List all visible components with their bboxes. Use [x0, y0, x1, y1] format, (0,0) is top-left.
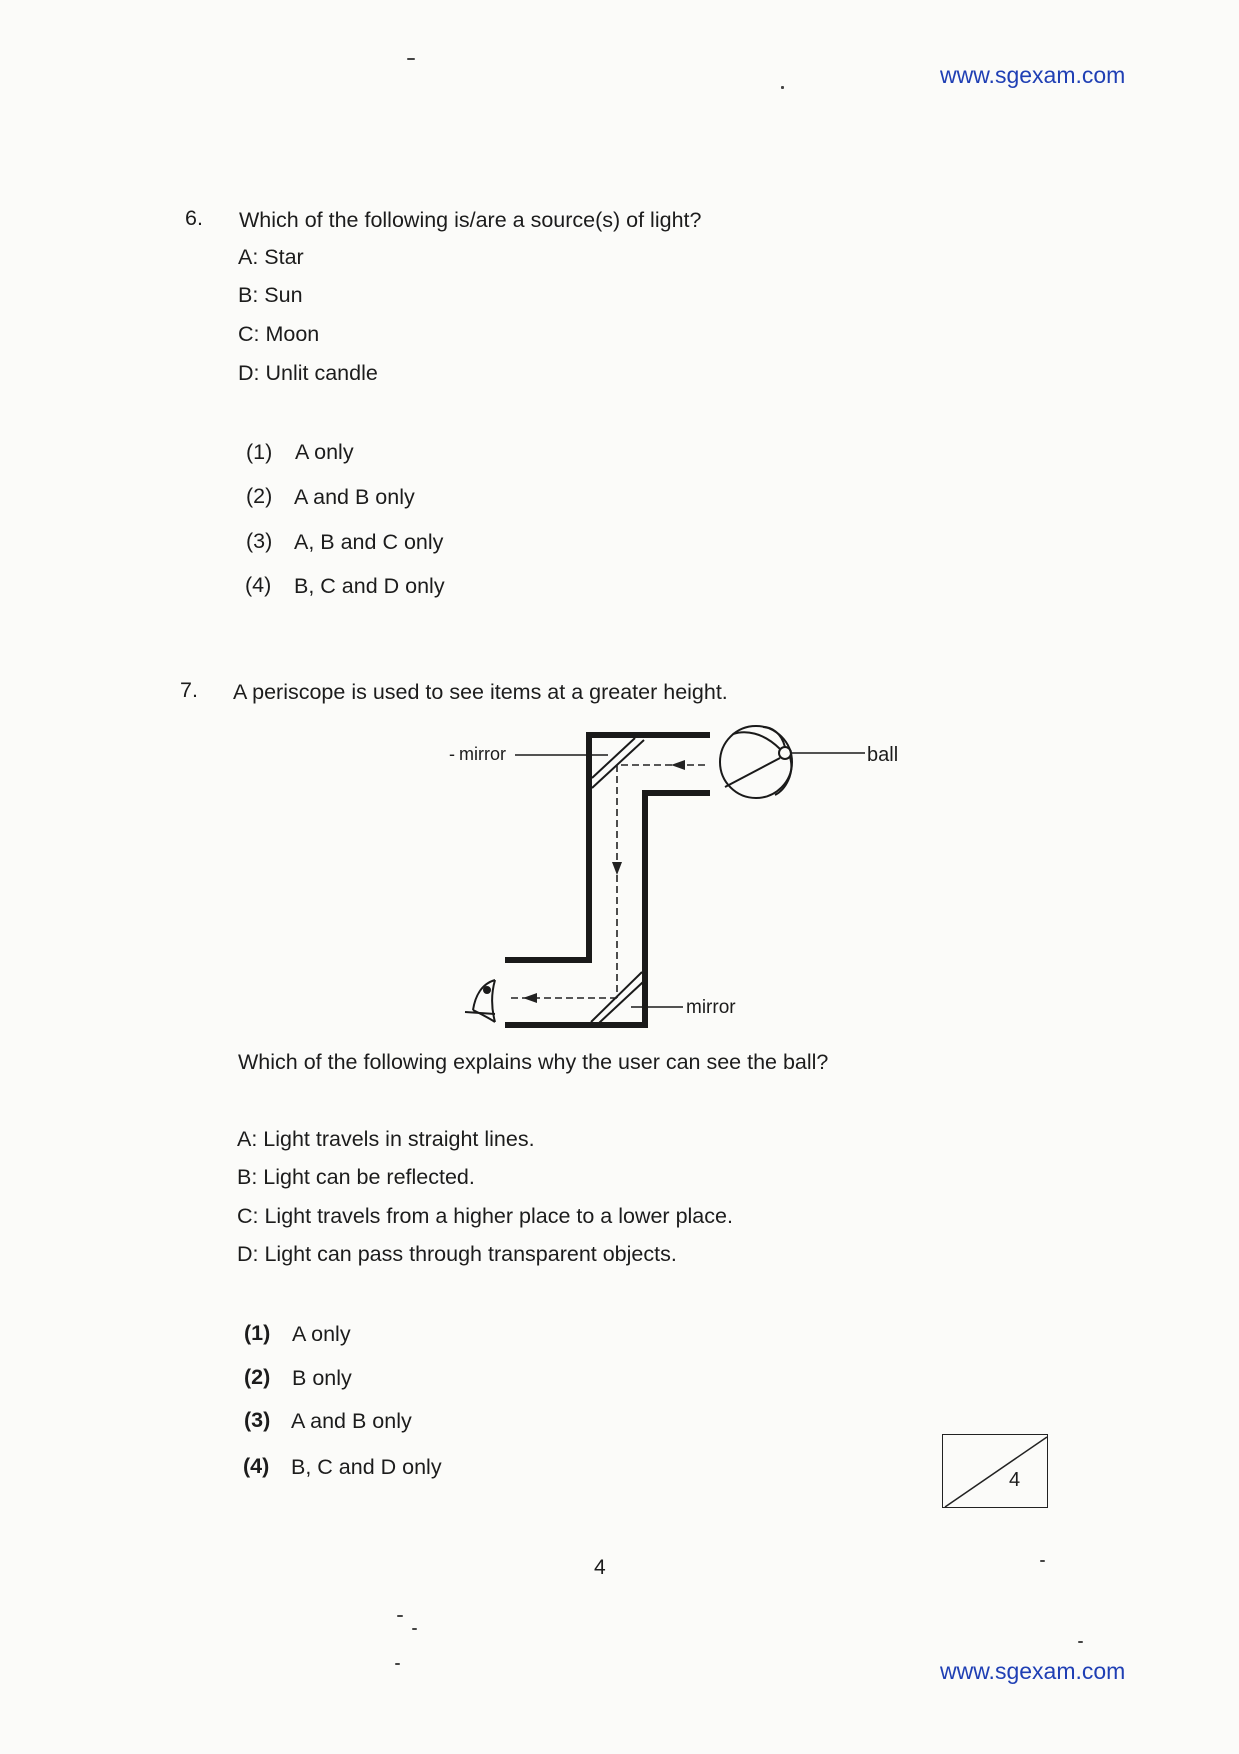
q7-option-3-number[interactable]: (3): [244, 1408, 271, 1432]
score-box-value: 4: [1009, 1469, 1021, 1491]
label-mirror-bottom: mirror: [686, 997, 736, 1018]
q6-statement-d: D: Unlit candle: [238, 361, 378, 385]
eye-icon: [465, 980, 495, 1022]
q6-statement-c: C: Moon: [238, 322, 320, 346]
q6-number: 6.: [185, 206, 203, 230]
q7-option-4-text[interactable]: B, C and D only: [291, 1455, 442, 1479]
q6-text: Which of the following is/are a source(s) of light?: [239, 208, 702, 232]
label-mirror-top: mirror: [459, 744, 506, 764]
q7-statement-a: A: Light travels in straight lines.: [237, 1127, 535, 1151]
q7-option-3-text[interactable]: A and B only: [291, 1409, 412, 1433]
q6-option-2-text[interactable]: A and B only: [294, 485, 415, 509]
label-ball: ball: [867, 744, 899, 766]
q7-option-4-number[interactable]: (4): [243, 1454, 270, 1478]
scan-speck: [407, 58, 415, 60]
q7-question: Which of the following explains why the user can see the ball?: [238, 1050, 829, 1074]
scan-speck: [1040, 1560, 1045, 1562]
mirror-top-shape: [592, 738, 644, 788]
q6-option-2-number[interactable]: (2): [246, 484, 273, 508]
score-box-diagonal: [943, 1435, 1049, 1509]
q6-option-3-text[interactable]: A, B and C only: [294, 530, 444, 554]
q7-option-2-text[interactable]: B only: [292, 1366, 352, 1390]
q7-option-1-text[interactable]: A only: [292, 1322, 351, 1346]
header-url: www.sgexam.com: [940, 62, 1126, 88]
periscope-diagram: [445, 722, 925, 1042]
q7-option-2-number[interactable]: (2): [244, 1365, 271, 1389]
light-path: [510, 765, 705, 998]
page-number: 4: [594, 1556, 606, 1579]
footer-url: www.sgexam.com: [940, 1658, 1126, 1684]
score-box: [942, 1434, 1048, 1508]
scan-speck: [781, 86, 784, 89]
q7-number: 7.: [180, 678, 198, 702]
q6-option-3-number[interactable]: (3): [246, 529, 273, 553]
q6-statement-a: A: Star: [238, 245, 304, 269]
periscope-body: [505, 732, 710, 1028]
q7-statement-c: C: Light travels from a higher place to a lower place.: [237, 1204, 733, 1228]
q7-option-1-number[interactable]: (1): [244, 1321, 271, 1345]
light-arrows: [523, 760, 685, 1003]
q7-statement-b: B: Light can be reflected.: [237, 1165, 475, 1189]
scan-speck: [395, 1663, 400, 1665]
q6-statement-b: B: Sun: [238, 283, 303, 307]
scan-speck: [412, 1628, 417, 1630]
q6-option-4-number[interactable]: (4): [245, 573, 272, 597]
q7-statement-d: D: Light can pass through transparent objects.: [237, 1242, 677, 1266]
scan-speck: [1078, 1641, 1083, 1643]
ball-shape: [720, 726, 792, 798]
svg-text:-: -: [449, 744, 455, 764]
q6-option-4-text[interactable]: B, C and D only: [294, 574, 445, 598]
q6-option-1-text[interactable]: A only: [295, 440, 354, 464]
scan-speck: [397, 1615, 403, 1617]
q6-option-1-number[interactable]: (1): [246, 440, 273, 464]
q7-text: A periscope is used to see items at a greater height.: [233, 680, 728, 704]
